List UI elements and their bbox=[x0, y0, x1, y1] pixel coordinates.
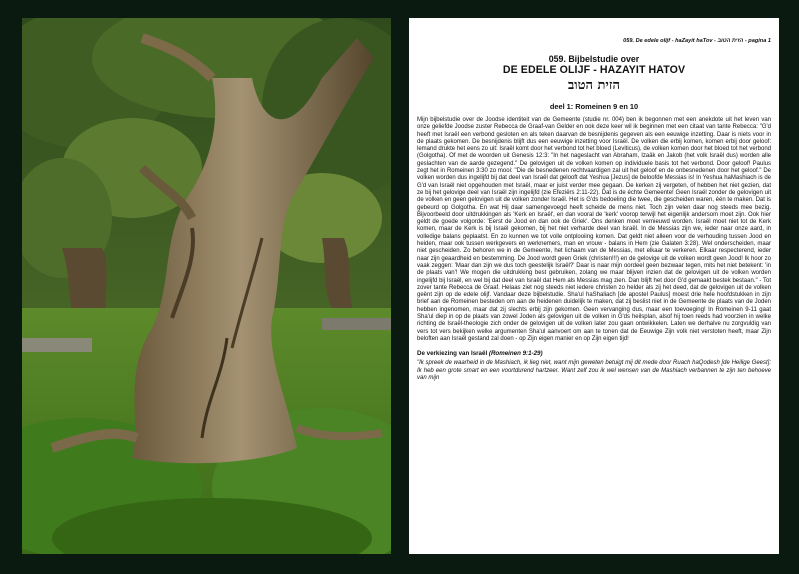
body-paragraph: Mijn bijbelstudie over de Joodse identiteit van de Gemeente (studie nr. 004) ben ik begonnen met een anekdote uit het leven van onze geliefde Joodse zuster Rebecca de Graaf-van Gelder en ook deze keer wil ik beginnen met een citaat van tante Rebecca: "G'd heeft met Israël een verbond gesloten en als teken daarvan de besnijdenis gegeven als een eeuwige inzetting. Daar is niets voor in de plaats gekomen. De besnijdenis blijft dus een eeuwige inzetting voor Israël. De volken die erbij komen, komen erbij door geloof: lemand drukte het eens zo uit: Israël komt door het verbond tot het bloed (Leviticus), de volken komen door het bloed tot het verbond (Golgotha). Of met de woorden uit Genesis 12:3: "In het nageslacht van Abraham, Izaäk en Jakob (het volk Israël dus) worden alle geslachten van de aarde gezegend." De gelovigen uit de volken komen op individuele basis tot het verbond. Door geloof! Paulus zegt het in Romeinen 3:30 zo mooi: "Die de besnedenen rechtvaardigen zal uit het geloof en de onbesnedenen door het geloof." De volken worden dus ingelijfd bij dat deel van Israël dat gelooft dat Yeshua [Jezus] de beloofde Messias is! In Yeshua haMashiach is de G'd van Israël niet opgehouden met Israël, maar er juist verder mee gegaan. De kerken zij vergeten, of hebben het niet gezien, dat ze bij het gelovige deel van Israël zijn ingelijfd (zie Efeziërs 2:11-22). Dat is de échte Gemeente! Geen Israël zonder de gelovigen uit de volken en geen gelovigen uit de volken zonder Israël. Het is G'ds bedoeling die twee, die gescheiden waren, één te maken. Dat is gebeurd op Golgotha. En wat Hij daar samengevoegd heeft scheide de mens niet. Toch zijn velen daar nog steeds mee bezig. Bijvoorbeeld door uitdrukkingen als 'Kerk en Israël', en dan vooral de 'kerk' voorop terwijl het eigenlijk andersom moet zijn. Ook hier geldt de goede volgorde: 'Eerst de Jood en dan ook de Griek'. Ons denken moet vernieuwd worden. Israël moet niet tot de Kerk komen, maar de Kerk is bij Israël gekomen, bij het niet verharde deel van Israël. In de Messias zijn we, ieder naar onze aard, in volledige balans geplaatst. En zo kunnen we tot volle ontplooiing komen. Dat geldt niet alleen voor de verhouding tussen Jood en heiden, maar ook tussen werkgevers en werknemers, man en vrouw - balans in Hem (zie Galaten 3:28). Wel onderscheiden, maar niet gescheiden. Zo behoren we in de Gemeente, het lichaam van de Messias, met elkaar te verkeren. Elkaar respecterend, ieder naar zijn geaardheid en bestemming. De Jood wordt geen Griek (christen!!!) en de gelovige uit de volken wordt geen Jood! Ik hoor zo vaak zeggen: 'Maar dan zijn we dus toch geestelijk Israël?' Daar is naar mijn oordeel geen bezwaar tegen, mits het niet betekent: 'in de plaats van'! We mogen die uitdrukking best gebruiken, zolang we maar blijven inzien dat de gelovigen uit de volken worden ingelijfd bij Israël, en wel bij dat deel van Israël dat Hem als Messias mag zien. Dan blijft het door G'd gemaakt bestek bestaan." - Tot zover tante Rebecca de Graaf. Helaas ziet nog steeds niet iedere christen zo helder als zij het deed, dat de gelovigen uit de volken geënt zijn op de edele olijf. Vandaar deze bijbelstudie. Sha'ul haShaliach [de apostel Paulus] moest drie hele hoofdstukken in zijn brief aan de Romeinen besteden om aan de heidenen duidelijk te maken, dat zij beslist niet in de Gemeente de plaats van de Joden hebben ingenomen, maar dat zij slechts erbij zijn gekomen. Geen vervanging dus, maar een toevoeging! In Romeinen 9-11 gaat Sha'ul diep in op de plaats van zowel Joden als gelovigen uit de volken in G'ds heilsplan, alsof hij toen reeds had voorzien in welke richting de Israël-theologie zich onder de gelovigen uit de volken later zou gaan ontwikkelen. Laten we derhalve nu zorgvuldig van vers tot vers bekijken welke argumenten Sha'ul aanvoert om aan te tonen dat de Eeuwige Zijn volk niet verstoten heeft, maar Zijn beloften aan Israël gestand zal doen - op Zijn eigen manier en op Zijn eigen tijd! bbox=[417, 117, 771, 342]
document-page bbox=[409, 18, 779, 554]
section-heading-ref: (Romeinen 9:1-29) bbox=[488, 350, 543, 358]
title-line-1: 059. Bijbelstudie over bbox=[548, 54, 640, 64]
section-heading bbox=[417, 350, 771, 357]
title-line-2: DE EDELE OLIJF - HAZAYIT HATOV bbox=[502, 64, 686, 76]
olive-tree-illustration bbox=[22, 18, 391, 554]
part-heading: deel 1: Romeinen 9 en 10 bbox=[549, 102, 639, 111]
title-hebrew: הזית הטוב bbox=[568, 78, 620, 93]
running-header: 059. De edele olijf - haZayit haTov - הזית הטוב - pagina 1 bbox=[623, 38, 771, 44]
scripture-quote: "Ik spreek de waarheid in de Mashiach, ik lieg niet, want mijn geweten betuigt mij dit mede door Ruach haQodesh [de Heilige Geest]: Ik heb een grote smart en een voortdurend hartzeer. Want zelf zou ik wel wensen van de Mashiach verbannen te zijn ten behoeve van mijn bbox=[417, 360, 771, 381]
olive-tree-photo bbox=[22, 18, 391, 554]
title-block bbox=[417, 54, 771, 93]
section-heading-text: De verkiezing van Israël bbox=[417, 350, 488, 358]
